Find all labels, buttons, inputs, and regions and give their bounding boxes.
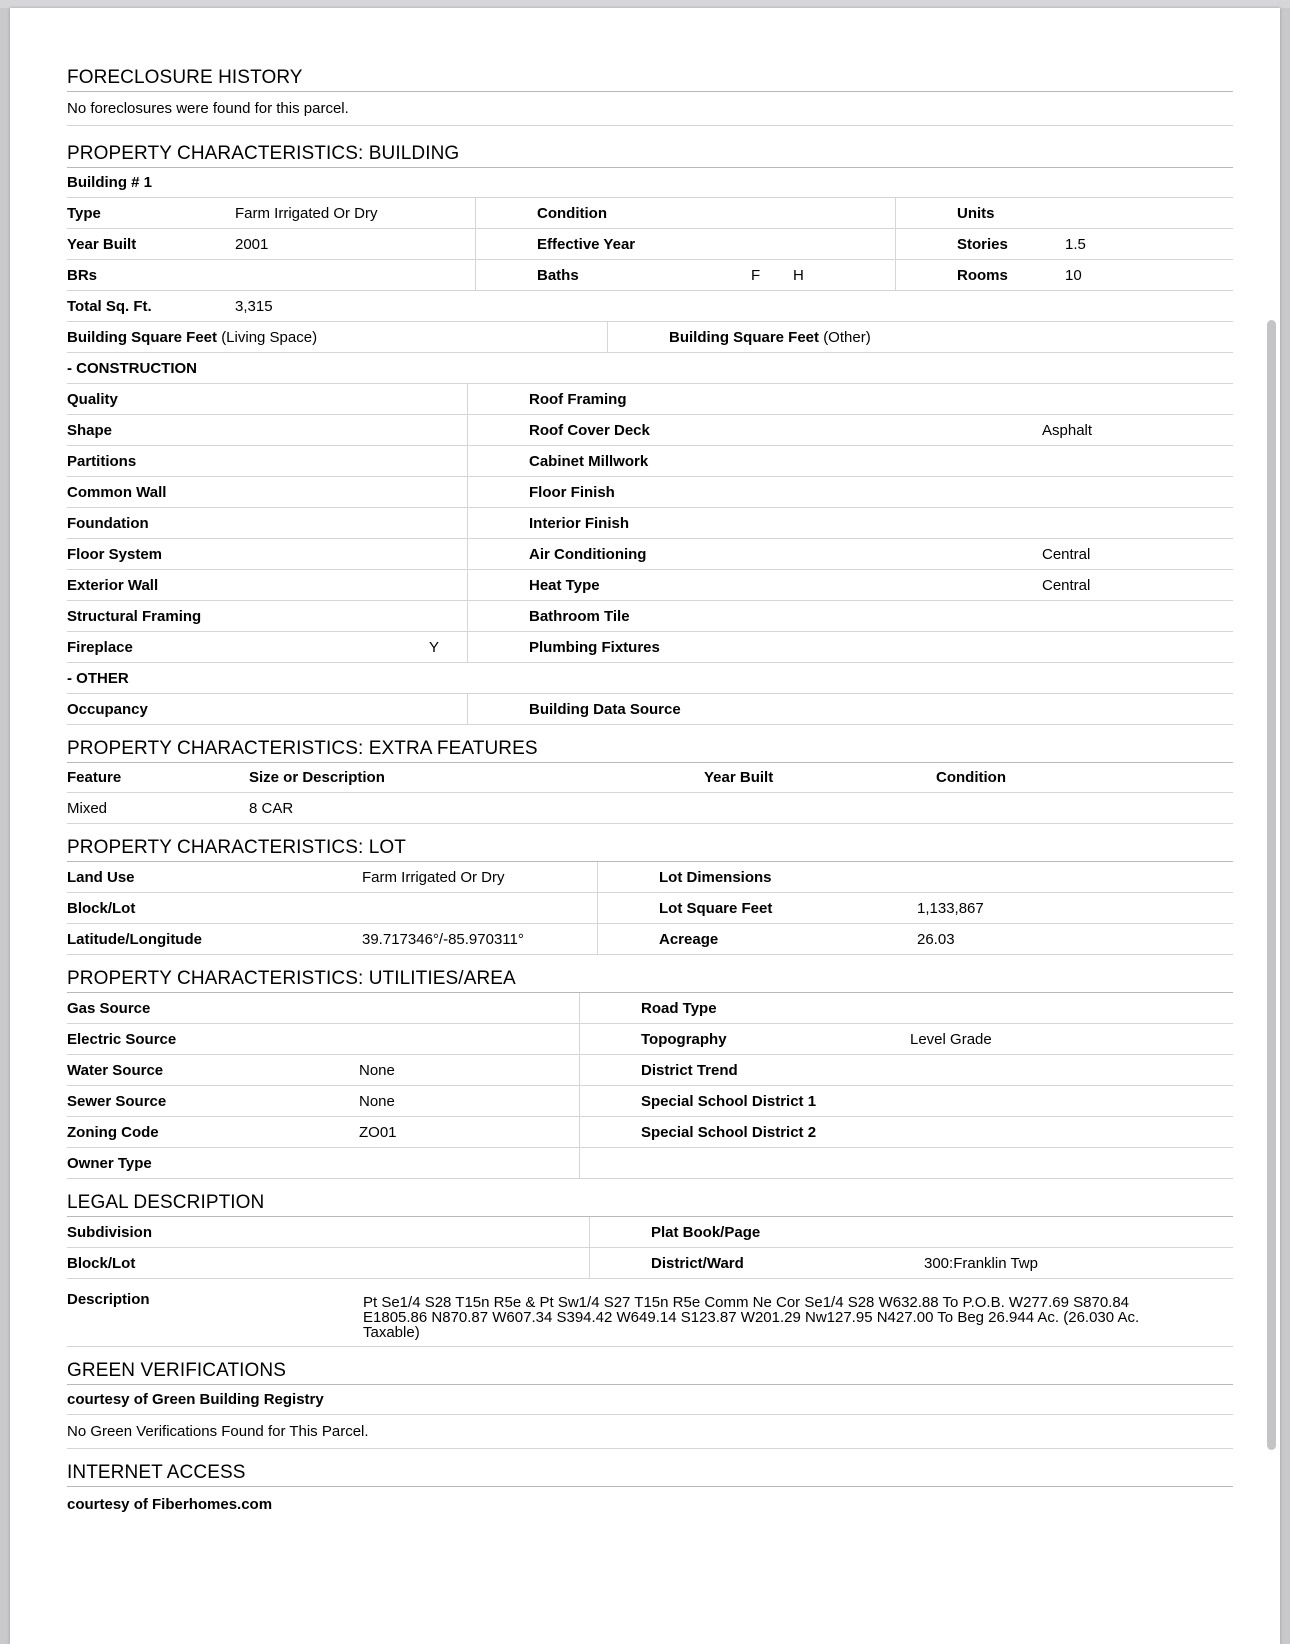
extra-condition <box>936 793 1233 823</box>
report-page <box>10 8 1280 1644</box>
effective-year-label: Effective Year <box>475 229 895 259</box>
bsf-other-cell <box>607 322 1233 352</box>
construction-row <box>67 384 1233 415</box>
construction-rows <box>67 384 1233 663</box>
bsf-other-label: Building Square Feet <box>669 328 820 346</box>
top-bar <box>0 0 1290 8</box>
scrollbar[interactable] <box>1267 320 1276 1450</box>
building-row-2 <box>67 229 1233 260</box>
utilities-row <box>67 1055 1233 1086</box>
report-content <box>67 66 1233 1521</box>
rooms-value: 10 <box>1065 266 1082 284</box>
construction-left-label: Foundation <box>67 514 149 532</box>
construction-row <box>67 477 1233 508</box>
construction-right-value: Asphalt <box>1042 421 1093 439</box>
utilities-left-label: Electric Source <box>67 1030 177 1048</box>
construction-right-label: Heat Type <box>467 570 1042 600</box>
construction-left-value <box>429 601 467 631</box>
construction-right-label: Cabinet Millwork <box>467 446 1042 476</box>
construction-row <box>67 415 1233 446</box>
green-courtesy-row <box>67 1385 1233 1415</box>
construction-left-value <box>429 415 467 445</box>
construction-left-value: Y <box>429 638 440 656</box>
utilities-left-label: Sewer Source <box>67 1092 167 1110</box>
lot-right-value <box>917 862 1233 892</box>
green-title: GREEN VERIFICATIONS <box>67 1359 1233 1385</box>
utilities-right-label: Topography <box>579 1024 910 1054</box>
description-label: Description <box>67 1291 150 1308</box>
construction-left-label: Common Wall <box>67 483 167 501</box>
building-row-1 <box>67 198 1233 229</box>
construction-right-value <box>1042 477 1233 507</box>
construction-left-label: Floor System <box>67 545 163 563</box>
lot-row <box>67 924 1233 955</box>
construction-left-label: Fireplace <box>67 638 133 656</box>
construction-title: - CONSTRUCTION <box>67 359 197 377</box>
utilities-right-value <box>910 1086 1233 1116</box>
construction-right-label: Floor Finish <box>467 477 1042 507</box>
baths-full: F <box>751 266 761 284</box>
building-row-5 <box>67 322 1233 353</box>
lot-rows <box>67 862 1233 955</box>
plat-value <box>924 1217 1233 1247</box>
building-title: PROPERTY CHARACTERISTICS: BUILDING <box>67 142 1233 168</box>
utilities-left-value: None <box>359 1092 395 1110</box>
utilities-right-value <box>910 1148 1233 1178</box>
utilities-right-label: District Trend <box>579 1055 910 1085</box>
occupancy-label: Occupancy <box>67 700 148 718</box>
utilities-row <box>67 1117 1233 1148</box>
construction-right-value <box>1042 446 1233 476</box>
utilities-right-label: Special School District 1 <box>579 1086 910 1116</box>
construction-right-value <box>1042 384 1233 414</box>
stories-label: Stories <box>895 229 1065 259</box>
green-courtesy: courtesy of Green Building Registry <box>67 1391 324 1408</box>
year-built-value: 2001 <box>235 235 269 253</box>
total-sqft-label: Total Sq. Ft. <box>67 297 152 315</box>
legal-title: LEGAL DESCRIPTION <box>67 1191 1233 1217</box>
legal-blocklot-value <box>349 1248 589 1278</box>
lot-left-label: Latitude/Longitude <box>67 930 202 948</box>
total-sqft-value: 3,315 <box>235 297 273 315</box>
utilities-right-label: Special School District 2 <box>579 1117 910 1147</box>
construction-right-label: Roof Cover Deck <box>467 415 1042 445</box>
construction-left-label: Exterior Wall <box>67 576 159 594</box>
extra-year <box>704 793 936 823</box>
occupancy-row <box>67 694 1233 725</box>
extra-header-year: Year Built <box>704 769 774 786</box>
construction-right-label: Interior Finish <box>467 508 1042 538</box>
year-built-label: Year Built <box>67 235 137 253</box>
lot-left-label: Land Use <box>67 868 135 886</box>
utilities-left-value: None <box>359 1061 395 1079</box>
lot-right-label: Lot Square Feet <box>597 893 917 923</box>
ward-label: District/Ward <box>589 1248 924 1278</box>
construction-left-label: Shape <box>67 421 113 439</box>
utilities-left-label: Owner Type <box>67 1154 152 1172</box>
extra-header-size: Size or Description <box>249 769 385 786</box>
utilities-left-label: Zoning Code <box>67 1123 159 1141</box>
extra-title: PROPERTY CHARACTERISTICS: EXTRA FEATURES <box>67 737 1233 763</box>
utilities-left-value <box>359 1024 579 1054</box>
utilities-row <box>67 1086 1233 1117</box>
construction-right-value <box>1042 508 1233 538</box>
other-title: - OTHER <box>67 669 129 687</box>
baths-half: H <box>793 266 804 284</box>
construction-right-label: Bathroom Tile <box>467 601 1042 631</box>
construction-left-value <box>429 477 467 507</box>
construction-header-row <box>67 353 1233 384</box>
construction-left-value <box>429 446 467 476</box>
utilities-right-value: Level Grade <box>910 1030 992 1048</box>
utilities-right-value <box>910 993 1233 1023</box>
foreclosure-title: FORECLOSURE HISTORY <box>67 66 1233 92</box>
utilities-right-label <box>579 1148 910 1178</box>
construction-left-value <box>429 384 467 414</box>
utilities-rows <box>67 993 1233 1179</box>
lot-row <box>67 862 1233 893</box>
construction-row <box>67 446 1233 477</box>
lot-left-value: 39.717346°/-85.970311° <box>362 930 524 948</box>
stories-value: 1.5 <box>1065 235 1086 253</box>
internet-title: INTERNET ACCESS <box>67 1461 1233 1487</box>
subdivision-value <box>349 1217 589 1247</box>
baths-cell <box>475 260 895 290</box>
bsf-other-suffix: (Other) <box>823 328 871 346</box>
building-row-3 <box>67 260 1233 291</box>
units-value <box>1065 198 1233 228</box>
utilities-right-label: Road Type <box>579 993 910 1023</box>
construction-right-value: Central <box>1042 545 1091 563</box>
building-number-row <box>67 168 1233 198</box>
condition-label: Condition <box>475 198 895 228</box>
utilities-right-value <box>910 1055 1233 1085</box>
construction-right-label: Plumbing Fixtures <box>467 632 1042 662</box>
plat-label: Plat Book/Page <box>589 1217 924 1247</box>
lot-right-value: 1,133,867 <box>917 899 984 917</box>
construction-left-label: Partitions <box>67 452 137 470</box>
utilities-left-value <box>359 1148 579 1178</box>
utilities-left-value: ZO01 <box>359 1123 397 1141</box>
lot-right-label: Acreage <box>597 924 917 954</box>
brs-label: BRs <box>67 266 98 284</box>
description-row <box>67 1279 1233 1347</box>
legal-blocklot-label: Block/Lot <box>67 1254 136 1272</box>
extra-header-feature: Feature <box>67 769 122 786</box>
utilities-left-label: Gas Source <box>67 999 151 1017</box>
building-number: Building # 1 <box>67 174 153 191</box>
description-value: Pt Se1/4 S28 T15n R5e & Pt Sw1/4 S27 T15n R5e Comm Ne Cor Se1/4 S28 W632.88 To P.O.B. W277.69 S870.84 E1805.86 N870.87 W607.34 S394.42 W649.14 S123.87 W201.29 Nw127.95 N427.00 To Beg 26.944 Ac. (26.030 Ac. Taxable) <box>363 1294 1140 1341</box>
extra-feature: Mixed <box>67 799 108 817</box>
construction-row <box>67 570 1233 601</box>
construction-row <box>67 508 1233 539</box>
construction-right-label: Roof Framing <box>467 384 1042 414</box>
type-label: Type <box>67 204 101 222</box>
construction-left-value <box>429 508 467 538</box>
construction-row <box>67 632 1233 663</box>
internet-courtesy-row <box>67 1487 1233 1521</box>
construction-left-value <box>429 539 467 569</box>
building-row-4 <box>67 291 1233 322</box>
legal-row-2 <box>67 1248 1233 1279</box>
lot-title: PROPERTY CHARACTERISTICS: LOT <box>67 836 1233 862</box>
lot-left-value <box>362 893 597 923</box>
construction-left-label: Quality <box>67 390 118 408</box>
rooms-label: Rooms <box>895 260 1065 290</box>
lot-left-value: Farm Irrigated Or Dry <box>362 868 505 886</box>
extra-size: 8 CAR <box>249 799 294 817</box>
utilities-title: PROPERTY CHARACTERISTICS: UTILITIES/AREA <box>67 967 1233 993</box>
utilities-row <box>67 1024 1233 1055</box>
baths-label: Baths <box>537 266 579 284</box>
units-label: Units <box>895 198 1065 228</box>
utilities-left-value <box>359 993 579 1023</box>
lot-right-value: 26.03 <box>917 930 955 948</box>
extra-header-row <box>67 763 1233 793</box>
subdivision-label: Subdivision <box>67 1223 153 1241</box>
lot-right-label: Lot Dimensions <box>597 862 917 892</box>
construction-row <box>67 601 1233 632</box>
legal-row-1 <box>67 1217 1233 1248</box>
ward-value: 300:Franklin Twp <box>924 1254 1038 1272</box>
construction-left-label: Structural Framing <box>67 607 202 625</box>
extra-header-condition: Condition <box>936 769 1006 786</box>
utilities-left-label: Water Source <box>67 1061 164 1079</box>
bsf-living-cell <box>67 322 607 352</box>
bsf-living-suffix: (Living Space) <box>221 328 318 346</box>
lot-row <box>67 893 1233 924</box>
other-header-row <box>67 663 1233 694</box>
utilities-right-value <box>910 1117 1233 1147</box>
extra-row <box>67 793 1233 824</box>
data-source-label: Building Data Source <box>467 694 1233 724</box>
bsf-living-label: Building Square Feet <box>67 328 218 346</box>
type-value: Farm Irrigated Or Dry <box>235 204 378 222</box>
lot-left-label: Block/Lot <box>67 899 136 917</box>
green-note: No Green Verifications Found for This Parcel. <box>67 1415 1233 1449</box>
construction-right-value <box>1042 632 1233 662</box>
construction-left-value <box>429 570 467 600</box>
construction-row <box>67 539 1233 570</box>
brs-value <box>235 260 475 290</box>
utilities-row <box>67 1148 1233 1179</box>
internet-courtesy: courtesy of Fiberhomes.com <box>67 1495 273 1513</box>
construction-right-value <box>1042 601 1233 631</box>
construction-right-value: Central <box>1042 576 1091 594</box>
construction-right-label: Air Conditioning <box>467 539 1042 569</box>
foreclosure-note: No foreclosures were found for this parcel. <box>67 92 1233 126</box>
utilities-row <box>67 993 1233 1024</box>
